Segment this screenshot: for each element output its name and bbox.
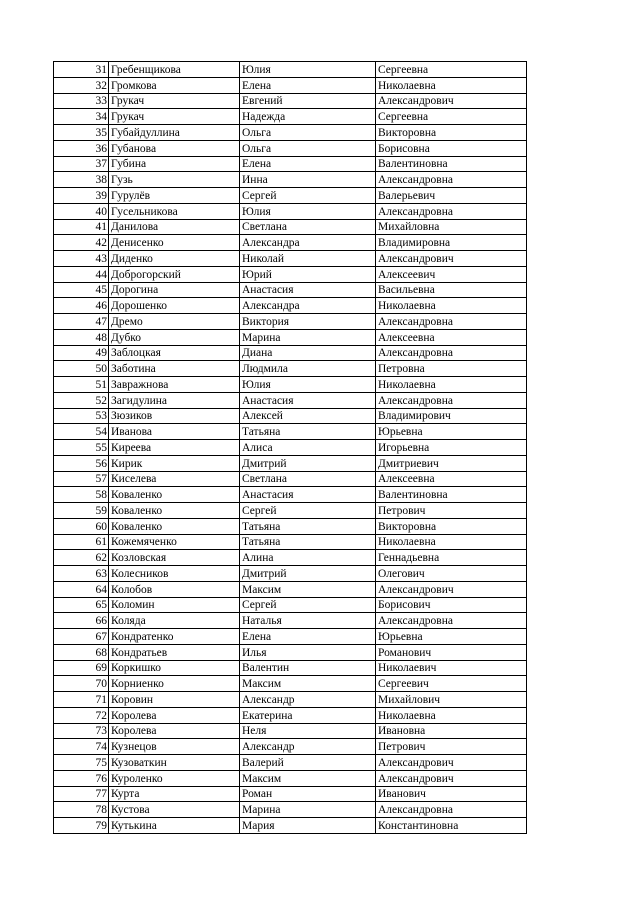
- table-row: [54, 392, 527, 408]
- table-row: [54, 298, 527, 314]
- row-number-cell: 70: [54, 676, 109, 692]
- patronymic-cell: Михайловна: [376, 219, 527, 235]
- patronymic-cell: Александровна: [376, 314, 527, 330]
- last-name-cell: Данилова: [109, 219, 240, 235]
- table-row: [54, 581, 527, 597]
- row-number-cell: 66: [54, 613, 109, 629]
- last-name-cell: Дремо: [109, 314, 240, 330]
- first-name-cell: Валерий: [240, 755, 376, 771]
- last-name-cell: Кондратьев: [109, 644, 240, 660]
- table-row: [54, 251, 527, 267]
- patronymic-cell: Александрович: [376, 581, 527, 597]
- first-name-cell: Юлия: [240, 203, 376, 219]
- first-name-cell: Екатерина: [240, 707, 376, 723]
- table-row: [54, 676, 527, 692]
- row-number-cell: 35: [54, 125, 109, 141]
- first-name-cell: Елена: [240, 156, 376, 172]
- row-number-cell: 76: [54, 770, 109, 786]
- row-number-cell: 52: [54, 392, 109, 408]
- first-name-cell: Дмитрий: [240, 566, 376, 582]
- patronymic-cell: Петрович: [376, 503, 527, 519]
- last-name-cell: Иванова: [109, 424, 240, 440]
- last-name-cell: Королева: [109, 707, 240, 723]
- last-name-cell: Заботина: [109, 361, 240, 377]
- last-name-cell: Денисенко: [109, 235, 240, 251]
- first-name-cell: Елена: [240, 629, 376, 645]
- row-number-cell: 62: [54, 550, 109, 566]
- table-row: [54, 487, 527, 503]
- first-name-cell: Алина: [240, 550, 376, 566]
- table-row: [54, 723, 527, 739]
- table-row: [54, 518, 527, 534]
- first-name-cell: Неля: [240, 723, 376, 739]
- row-number-cell: 43: [54, 251, 109, 267]
- last-name-cell: Дорогина: [109, 282, 240, 298]
- row-number-cell: 39: [54, 188, 109, 204]
- last-name-cell: Дубко: [109, 329, 240, 345]
- patronymic-cell: Петровна: [376, 361, 527, 377]
- row-number-cell: 65: [54, 597, 109, 613]
- patronymic-cell: Юрьевна: [376, 629, 527, 645]
- patronymic-cell: Александровна: [376, 392, 527, 408]
- row-number-cell: 54: [54, 424, 109, 440]
- last-name-cell: Завражнова: [109, 377, 240, 393]
- last-name-cell: Королева: [109, 723, 240, 739]
- patronymic-cell: Александрович: [376, 770, 527, 786]
- patronymic-cell: Александровна: [376, 345, 527, 361]
- last-name-cell: Грукач: [109, 93, 240, 109]
- row-number-cell: 38: [54, 172, 109, 188]
- last-name-cell: Коркишко: [109, 660, 240, 676]
- first-name-cell: Юрий: [240, 266, 376, 282]
- first-name-cell: Сергей: [240, 188, 376, 204]
- row-number-cell: 61: [54, 534, 109, 550]
- last-name-cell: Колобов: [109, 581, 240, 597]
- first-name-cell: Татьяна: [240, 534, 376, 550]
- row-number-cell: 46: [54, 298, 109, 314]
- table-row: [54, 361, 527, 377]
- row-number-cell: 59: [54, 503, 109, 519]
- patronymic-cell: Олегович: [376, 566, 527, 582]
- last-name-cell: Коровин: [109, 692, 240, 708]
- row-number-cell: 72: [54, 707, 109, 723]
- table-row: [54, 597, 527, 613]
- table-row: [54, 786, 527, 802]
- last-name-cell: Губайдуллина: [109, 125, 240, 141]
- table-row: [54, 282, 527, 298]
- patronymic-cell: Константиновна: [376, 818, 527, 834]
- last-name-cell: Курта: [109, 786, 240, 802]
- table-row: [54, 266, 527, 282]
- row-number-cell: 73: [54, 723, 109, 739]
- row-number-cell: 56: [54, 455, 109, 471]
- patronymic-cell: Николаевна: [376, 377, 527, 393]
- row-number-cell: 69: [54, 660, 109, 676]
- first-name-cell: Мария: [240, 818, 376, 834]
- first-name-cell: Сергей: [240, 503, 376, 519]
- patronymic-cell: Александровна: [376, 203, 527, 219]
- first-name-cell: Александр: [240, 739, 376, 755]
- first-name-cell: Виктория: [240, 314, 376, 330]
- first-name-cell: Валентин: [240, 660, 376, 676]
- first-name-cell: Александра: [240, 298, 376, 314]
- row-number-cell: 44: [54, 266, 109, 282]
- table-row: [54, 707, 527, 723]
- row-number-cell: 31: [54, 62, 109, 78]
- first-name-cell: Анастасия: [240, 282, 376, 298]
- last-name-cell: Громкова: [109, 77, 240, 93]
- last-name-cell: Гузь: [109, 172, 240, 188]
- row-number-cell: 60: [54, 518, 109, 534]
- first-name-cell: Надежда: [240, 109, 376, 125]
- patronymic-cell: Валентиновна: [376, 156, 527, 172]
- first-name-cell: Юлия: [240, 62, 376, 78]
- last-name-cell: Коваленко: [109, 487, 240, 503]
- first-name-cell: Инна: [240, 172, 376, 188]
- row-number-cell: 42: [54, 235, 109, 251]
- row-number-cell: 45: [54, 282, 109, 298]
- patronymic-cell: Александрович: [376, 251, 527, 267]
- first-name-cell: Елена: [240, 77, 376, 93]
- patronymic-cell: Владимирович: [376, 408, 527, 424]
- row-number-cell: 47: [54, 314, 109, 330]
- table-row: [54, 172, 527, 188]
- first-name-cell: Александр: [240, 692, 376, 708]
- patronymic-cell: Борисовна: [376, 140, 527, 156]
- row-number-cell: 37: [54, 156, 109, 172]
- row-number-cell: 49: [54, 345, 109, 361]
- first-name-cell: Анастасия: [240, 392, 376, 408]
- patronymic-cell: Владимировна: [376, 235, 527, 251]
- last-name-cell: Гусельникова: [109, 203, 240, 219]
- row-number-cell: 74: [54, 739, 109, 755]
- row-number-cell: 71: [54, 692, 109, 708]
- patronymic-cell: Михайлович: [376, 692, 527, 708]
- first-name-cell: Роман: [240, 786, 376, 802]
- patronymic-cell: Алексеевич: [376, 266, 527, 282]
- table-row: [54, 660, 527, 676]
- row-number-cell: 64: [54, 581, 109, 597]
- first-name-cell: Алексей: [240, 408, 376, 424]
- row-number-cell: 78: [54, 802, 109, 818]
- table-row: [54, 109, 527, 125]
- row-number-cell: 40: [54, 203, 109, 219]
- table-row: [54, 408, 527, 424]
- table-row: [54, 203, 527, 219]
- table-row: [54, 755, 527, 771]
- last-name-cell: Коломин: [109, 597, 240, 613]
- patronymic-cell: Александрович: [376, 755, 527, 771]
- table-row: [54, 550, 527, 566]
- patronymic-cell: Николаевич: [376, 660, 527, 676]
- table-row: [54, 219, 527, 235]
- row-number-cell: 55: [54, 440, 109, 456]
- first-name-cell: Наталья: [240, 613, 376, 629]
- first-name-cell: Ольга: [240, 140, 376, 156]
- patronymic-cell: Николаевна: [376, 77, 527, 93]
- patronymic-cell: Александровна: [376, 802, 527, 818]
- first-name-cell: Евгений: [240, 93, 376, 109]
- patronymic-cell: Борисович: [376, 597, 527, 613]
- last-name-cell: Колесников: [109, 566, 240, 582]
- patronymic-cell: Алексеевна: [376, 471, 527, 487]
- first-name-cell: Николай: [240, 251, 376, 267]
- table-row: [54, 818, 527, 834]
- row-number-cell: 36: [54, 140, 109, 156]
- patronymic-cell: Николаевна: [376, 298, 527, 314]
- table-row: [54, 644, 527, 660]
- last-name-cell: Кузоваткин: [109, 755, 240, 771]
- last-name-cell: Киреева: [109, 440, 240, 456]
- first-name-cell: Светлана: [240, 219, 376, 235]
- row-number-cell: 57: [54, 471, 109, 487]
- table-row: [54, 692, 527, 708]
- table-row: [54, 314, 527, 330]
- first-name-cell: Максим: [240, 676, 376, 692]
- row-number-cell: 34: [54, 109, 109, 125]
- last-name-cell: Киселева: [109, 471, 240, 487]
- table-row: [54, 329, 527, 345]
- last-name-cell: Грукач: [109, 109, 240, 125]
- row-number-cell: 58: [54, 487, 109, 503]
- first-name-cell: Марина: [240, 802, 376, 818]
- patronymic-cell: Сергеевна: [376, 62, 527, 78]
- patronymic-cell: Романович: [376, 644, 527, 660]
- table-row: [54, 629, 527, 645]
- first-name-cell: Светлана: [240, 471, 376, 487]
- last-name-cell: Гурулёв: [109, 188, 240, 204]
- table-row: [54, 345, 527, 361]
- table-row: [54, 440, 527, 456]
- table-row: [54, 471, 527, 487]
- row-number-cell: 33: [54, 93, 109, 109]
- table-row: [54, 802, 527, 818]
- last-name-cell: Доброгорский: [109, 266, 240, 282]
- first-name-cell: Диана: [240, 345, 376, 361]
- row-number-cell: 75: [54, 755, 109, 771]
- row-number-cell: 77: [54, 786, 109, 802]
- first-name-cell: Татьяна: [240, 518, 376, 534]
- names-table-body: [54, 62, 527, 834]
- patronymic-cell: Валерьевич: [376, 188, 527, 204]
- row-number-cell: 79: [54, 818, 109, 834]
- row-number-cell: 41: [54, 219, 109, 235]
- last-name-cell: Коваленко: [109, 518, 240, 534]
- patronymic-cell: Дмитриевич: [376, 455, 527, 471]
- last-name-cell: Коляда: [109, 613, 240, 629]
- first-name-cell: Ольга: [240, 125, 376, 141]
- table-row: [54, 739, 527, 755]
- table-row: [54, 125, 527, 141]
- table-row: [54, 188, 527, 204]
- row-number-cell: 50: [54, 361, 109, 377]
- table-row: [54, 534, 527, 550]
- table-row: [54, 424, 527, 440]
- row-number-cell: 63: [54, 566, 109, 582]
- patronymic-cell: Алексеевна: [376, 329, 527, 345]
- last-name-cell: Кирик: [109, 455, 240, 471]
- patronymic-cell: Викторовна: [376, 125, 527, 141]
- first-name-cell: Александра: [240, 235, 376, 251]
- first-name-cell: Алиса: [240, 440, 376, 456]
- first-name-cell: Людмила: [240, 361, 376, 377]
- first-name-cell: Татьяна: [240, 424, 376, 440]
- table-row: [54, 770, 527, 786]
- patronymic-cell: Петрович: [376, 739, 527, 755]
- last-name-cell: Кузнецов: [109, 739, 240, 755]
- table-row: [54, 566, 527, 582]
- first-name-cell: Юлия: [240, 377, 376, 393]
- first-name-cell: Илья: [240, 644, 376, 660]
- last-name-cell: Зюзиков: [109, 408, 240, 424]
- patronymic-cell: Сергеевич: [376, 676, 527, 692]
- last-name-cell: Кожемяченко: [109, 534, 240, 550]
- table-row: [54, 503, 527, 519]
- first-name-cell: Максим: [240, 770, 376, 786]
- row-number-cell: 48: [54, 329, 109, 345]
- patronymic-cell: Геннадьевна: [376, 550, 527, 566]
- last-name-cell: Дорошенко: [109, 298, 240, 314]
- first-name-cell: Дмитрий: [240, 455, 376, 471]
- patronymic-cell: Викторовна: [376, 518, 527, 534]
- patronymic-cell: Александровна: [376, 613, 527, 629]
- table-row: [54, 455, 527, 471]
- row-number-cell: 68: [54, 644, 109, 660]
- table-row: [54, 140, 527, 156]
- table-row: [54, 377, 527, 393]
- patronymic-cell: Николаевна: [376, 534, 527, 550]
- first-name-cell: Сергей: [240, 597, 376, 613]
- patronymic-cell: Юрьевна: [376, 424, 527, 440]
- row-number-cell: 53: [54, 408, 109, 424]
- row-number-cell: 32: [54, 77, 109, 93]
- table-row: [54, 77, 527, 93]
- names-table: [53, 61, 527, 834]
- patronymic-cell: Иванович: [376, 786, 527, 802]
- patronymic-cell: Валентиновна: [376, 487, 527, 503]
- last-name-cell: Губанова: [109, 140, 240, 156]
- patronymic-cell: Александровна: [376, 172, 527, 188]
- last-name-cell: Кутькина: [109, 818, 240, 834]
- first-name-cell: Анастасия: [240, 487, 376, 503]
- patronymic-cell: Сергеевна: [376, 109, 527, 125]
- row-number-cell: 51: [54, 377, 109, 393]
- last-name-cell: Коваленко: [109, 503, 240, 519]
- patronymic-cell: Ивановна: [376, 723, 527, 739]
- last-name-cell: Загидулина: [109, 392, 240, 408]
- last-name-cell: Диденко: [109, 251, 240, 267]
- last-name-cell: Кустова: [109, 802, 240, 818]
- last-name-cell: Заблоцкая: [109, 345, 240, 361]
- row-number-cell: 67: [54, 629, 109, 645]
- table-row: [54, 62, 527, 78]
- table-row: [54, 235, 527, 251]
- last-name-cell: Кондратенко: [109, 629, 240, 645]
- patronymic-cell: Николаевна: [376, 707, 527, 723]
- last-name-cell: Куроленко: [109, 770, 240, 786]
- table-row: [54, 93, 527, 109]
- patronymic-cell: Александрович: [376, 93, 527, 109]
- patronymic-cell: Васильевна: [376, 282, 527, 298]
- first-name-cell: Марина: [240, 329, 376, 345]
- last-name-cell: Корниенко: [109, 676, 240, 692]
- table-row: [54, 156, 527, 172]
- last-name-cell: Губина: [109, 156, 240, 172]
- patronymic-cell: Игорьевна: [376, 440, 527, 456]
- last-name-cell: Козловская: [109, 550, 240, 566]
- table-row: [54, 613, 527, 629]
- last-name-cell: Гребенщикова: [109, 62, 240, 78]
- first-name-cell: Максим: [240, 581, 376, 597]
